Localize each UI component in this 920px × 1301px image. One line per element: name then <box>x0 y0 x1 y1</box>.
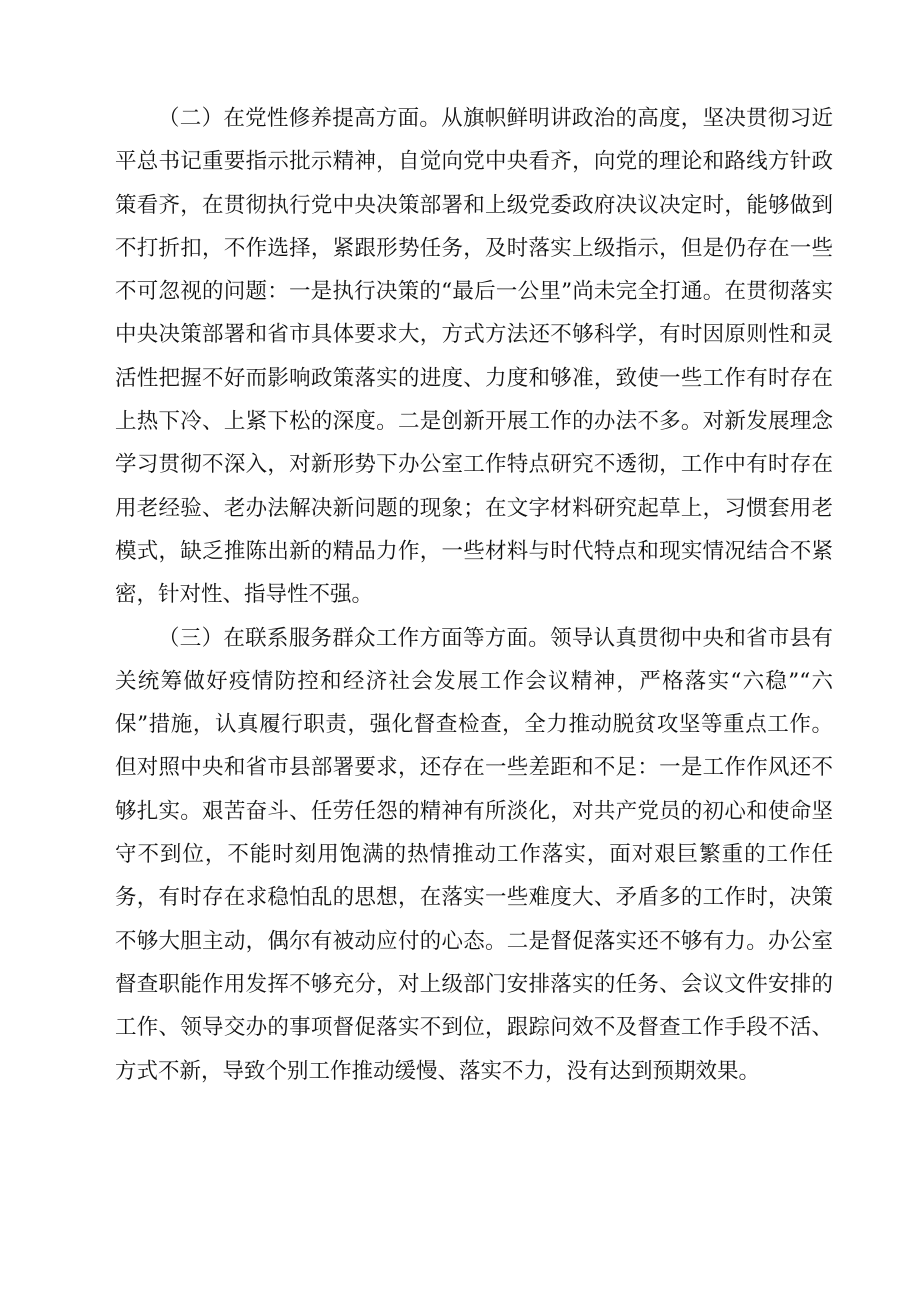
paragraph-party-cultivation: （二）在党性修养提高方面。从旗帜鲜明讲政治的高度，坚决贯彻习近平总书记重要指示批示精神，自觉向党中央看齐，向党的理论和路线方针政策看齐，在贯彻执行党中央决策部署和上级党委政府决议决定时，能够做到不打折扣，不作选择，紧跟形势任务，及时落实上级指示，但是仍存在一些不可忽视的问题：一是执行决策的“最后一公里”尚未完全打通。在贯彻落实中央决策部署和省市具体要求大，方式方法还不够科学，有时因原则性和灵活性把握不好而影响政策落实的进度、力度和够准，致使一些工作有时存在上热下冷、上紧下松的深度。二是创新开展工作的办法不多。对新发展理念学习贯彻不深入，对新形势下办公室工作特点研究不透彻，工作中有时存在用老经验、老办法解决新问题的现象；在文字材料研究起草上，习惯套用老模式，缺乏推陈出新的精品力作，一些材料与时代特点和现实情况结合不紧密，针对性、指导性不强。 <box>115 106 833 608</box>
paragraph-serving-masses: （三）在联系服务群众工作方面等方面。领导认真贯彻中央和省市县有关统筹做好疫情防控和经济社会发展工作会议精神，严格落实“六稳”“六保”措施，认真履行职责，强化督查检查，全力推动脱贫攻坚等重点工作。但对照中央和省市县部署要求，还存在一些差距和不足：一是工作作风还不够扎实。艰苦奋斗、任劳任怨的精神有所淡化，对共产党员的初心和使命坚守不到位，不能时刻用饱满的热情推动工作落实，面对艰巨繁重的工作任务，有时存在求稳怕乱的思想，在落实一些难度大、矛盾多的工作时，决策不够大胆主动，偶尔有被动应付的心态。二是督促落实还不够有力。办公室督查职能作用发挥不够充分，对上级部门安排落实的任务、会议文件安排的工作、领导交办的事项督促落实不到位，跟踪问效不及督查工作手段不活、方式不新，导致个别工作推动缓慢、落实不力，没有达到预期效果。 <box>115 625 833 1084</box>
document-body <box>115 97 833 1093</box>
